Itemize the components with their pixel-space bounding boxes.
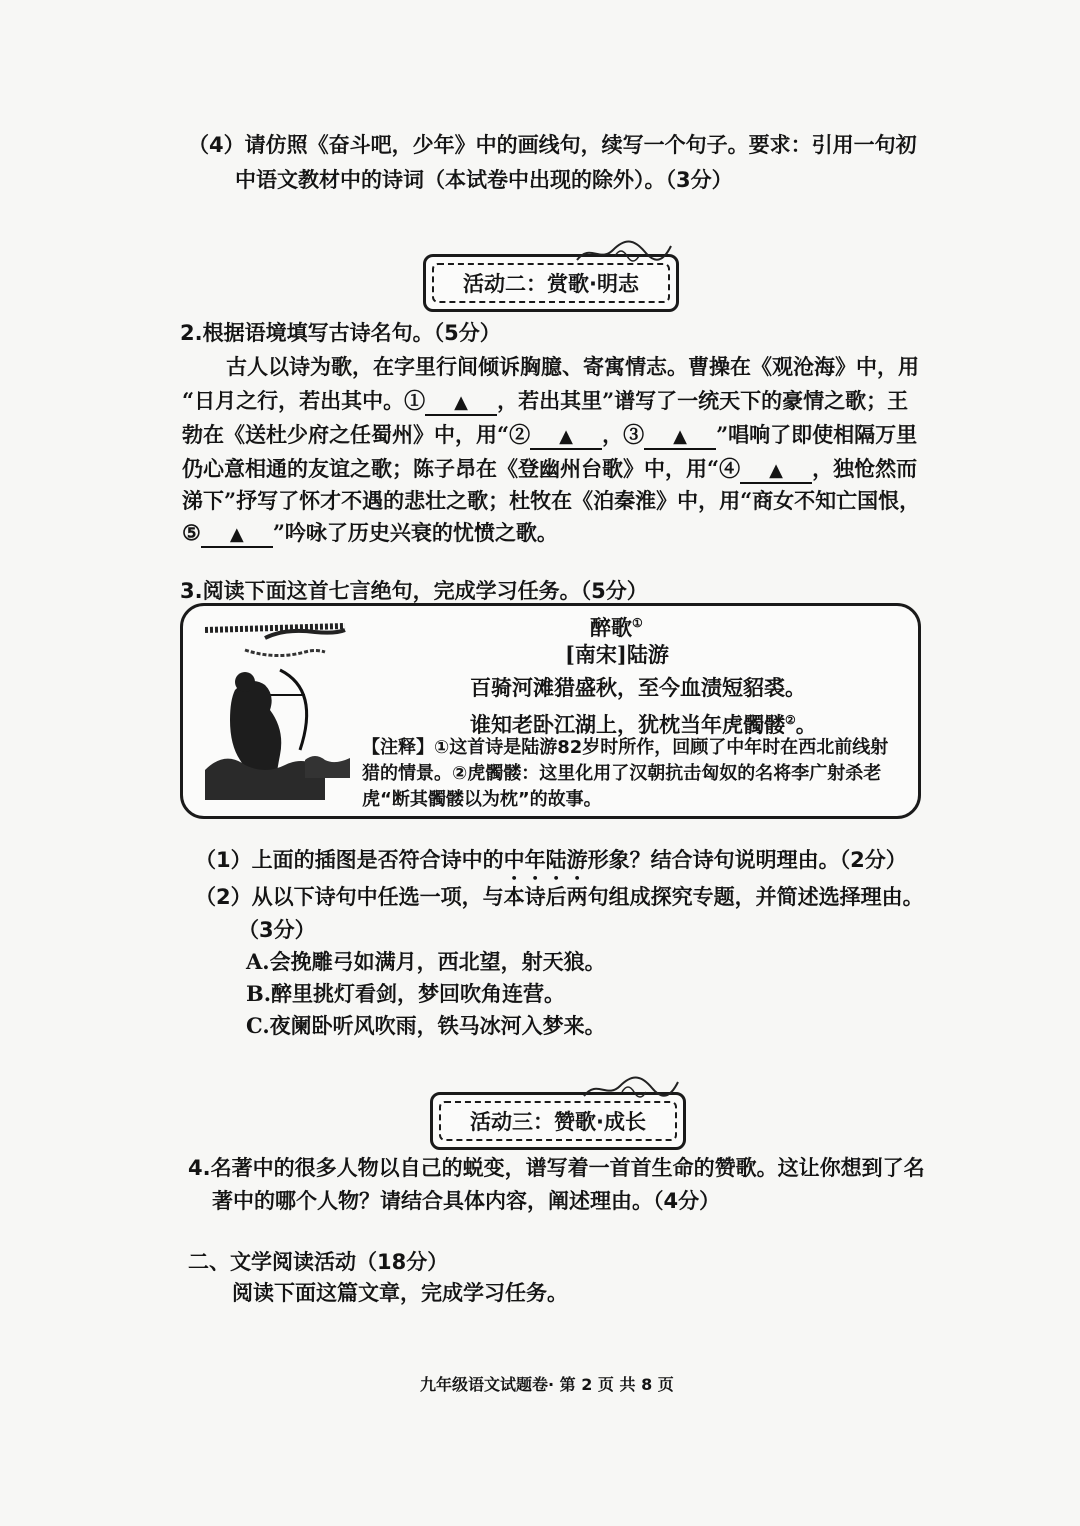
q3-option-b: B.醉里挑灯看剑，梦回吹角连营。: [246, 981, 566, 1006]
section2-intro: 阅读下面这篇文章，完成学习任务。: [232, 1281, 568, 1305]
blank-triangle-icon: ▲: [229, 524, 244, 545]
answer-blank-1[interactable]: [425, 390, 497, 416]
q1-4-line1: （4）请仿照《奋斗吧，少年》中的画线句，续写一个句子。要求：引用一句初: [188, 133, 917, 157]
q4-line1: 4.名著中的很多人物以自己的蜕变，谱写着一首首生命的赞歌。这让你想到了名: [188, 1156, 925, 1180]
q2-text-l4b: ，独怆然而: [812, 456, 918, 481]
q2-text-l6a: ⑤: [182, 520, 201, 545]
page-footer: 九年级语文试题卷· 第 2 页 共 8 页: [420, 1375, 674, 1394]
poem-note-line3: 虎“断其髑髅以为枕”的故事。: [362, 789, 602, 810]
q2-text-line1: 古人以诗为歌，在字里行间倾诉胸臆、寄寓情志。曹操在《观沧海》中，用: [226, 354, 919, 379]
poem-author: [南宋]陆游: [565, 642, 669, 667]
decorative-swirl-icon: [575, 238, 675, 268]
poem-line-2-end: 。: [795, 712, 817, 737]
q2-heading: 2.根据语境填写古诗名句。（5分）: [180, 321, 501, 345]
activity2-title: 活动二：赏歌·明志: [432, 263, 670, 303]
blank-triangle-icon: ▲: [673, 426, 687, 447]
answer-blank-3[interactable]: [644, 424, 716, 450]
q2-text-l2a: “日月之行，若出其中。①: [182, 388, 426, 413]
q3-sub1-text-b: 形象？结合诗句说明理由。（2分）: [587, 848, 907, 872]
poem-line-2-note-marker: ②: [785, 713, 796, 727]
activity3-title: 活动三：赞歌·成长: [439, 1101, 677, 1141]
q2-text-line5: 涕下”抒写了怀才不遇的悲壮之歌；杜牧在《泊秦淮》中，用“商女不知亡国恨，: [182, 488, 921, 513]
blank-triangle-icon: ▲: [559, 426, 573, 447]
poem-note-line2: 猎的情景。②虎髑髅：这里化用了汉朝抗击匈奴的名将李广射杀老: [362, 763, 882, 784]
q3-sub1: [195, 845, 907, 885]
q3-option-c: C.夜阑卧听风吹雨，铁马冰河入梦来。: [246, 1013, 606, 1038]
poem-line-1: 百骑河滩猎盛秋，至今血渍短貂裘。: [470, 675, 806, 700]
q2-text-l3a: 勃在《送杜少府之任蜀州》中，用“②: [182, 422, 531, 447]
poem-line-2-text: 谁知老卧江湖上，犹枕当年虎髑髅: [470, 712, 785, 737]
q2-text-line4: [182, 454, 917, 484]
archer-illustration: [205, 620, 355, 802]
blank-triangle-icon: ▲: [769, 460, 783, 481]
q2-text-line2: [182, 386, 908, 416]
blank-triangle-icon: ▲: [454, 392, 468, 413]
q2-text-l2b: ，若出其里”谱写了一统天下的豪情之歌；王: [497, 388, 909, 413]
poem-title-text: 醉歌: [590, 615, 632, 640]
q2-text-l3b: ，③: [602, 422, 645, 447]
decorative-swirl-icon: [582, 1074, 682, 1104]
q1-4-line2: 中语文教材中的诗词（本试卷中出现的除外）。（3分）: [235, 168, 733, 192]
poem-title: [590, 608, 643, 643]
answer-blank-4[interactable]: [740, 458, 812, 484]
q2-text-l4a: 仍心意相通的友谊之歌；陈子昂在《登幽州台歌》中，用“④: [182, 456, 741, 481]
q4-line2: 著中的哪个人物？请结合具体内容，阐述理由。（4分）: [212, 1189, 721, 1213]
q2-text-l6b: ”吟咏了历史兴衰的忧愤之歌。: [272, 520, 558, 545]
q3-sub1-text-a: （1）上面的插图是否符合诗中的: [195, 848, 504, 872]
q2-text-l3c: ”唱响了即使相隔万里: [716, 422, 918, 447]
q3-heading: 3.阅读下面这首七言绝句，完成学习任务。（5分）: [180, 579, 648, 603]
q3-sub1-emphasis: 中年陆游: [503, 848, 588, 872]
q2-text-line6: [182, 518, 558, 548]
section2-heading: 二、文学阅读活动（18分）: [188, 1250, 449, 1274]
q3-sub2-line1: （2）从以下诗句中任选一项，与本诗后两句组成探究专题，并简述选择理由。: [195, 885, 924, 909]
poem-title-note-marker: ①: [632, 616, 643, 630]
answer-blank-2[interactable]: [530, 424, 602, 450]
q3-option-a: A.会挽雕弓如满月，西北望，射天狼。: [246, 949, 606, 974]
answer-blank-5[interactable]: [201, 522, 273, 548]
poem-note-line1: 【注释】①这首诗是陆游82岁时所作，回顾了中年时在西北前线射: [362, 737, 889, 758]
q2-text-line3: [182, 420, 917, 450]
q3-sub2-line2: （3分）: [238, 918, 316, 942]
